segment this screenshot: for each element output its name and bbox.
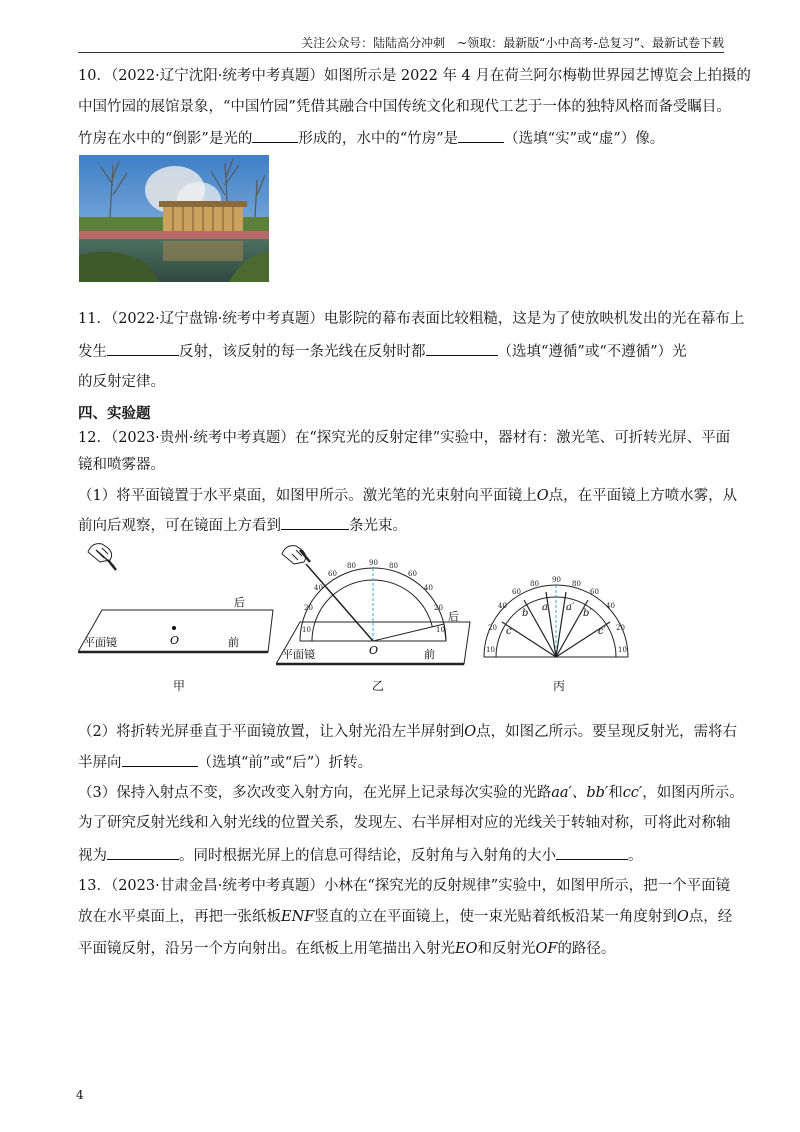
q12-line1: 12．（2023·贵州·统考中考真题）在“探究光的反射定律”实验中，器材有：激光笔、可折转光屏、平面 — [78, 430, 731, 446]
q12-p2-point: O — [464, 724, 477, 740]
q13-point: O — [676, 909, 689, 925]
q12-part1-line1 — [78, 486, 737, 506]
q12-p3-text-a: （3）保持入射点不变，多次改变入射方向，在光屏上记录每次实验的光路 — [78, 785, 552, 801]
protractor-screen — [484, 585, 628, 657]
q12-p2-text-a: （2）将折转光屏垂直于平面镜放置，让入射光沿左半屏射到 — [78, 724, 465, 740]
q10-text-c: （选填“实”或“虚”）像。 — [504, 131, 665, 147]
q12-p3-text-b: ，如图丙所示。 — [642, 785, 744, 801]
svg-text:60: 60 — [408, 570, 417, 578]
section-title: 四、实验题 — [78, 406, 151, 422]
svg-text:80: 80 — [572, 580, 581, 588]
figure-bing — [478, 540, 638, 665]
svg-text:20: 20 — [488, 624, 497, 632]
q12-p3-path-c: cc′ — [622, 785, 643, 801]
q13-board-label: ENF — [281, 909, 315, 925]
q12-part2-line2 — [78, 752, 372, 773]
q13-line2 — [78, 907, 732, 927]
q11-line2 — [78, 341, 687, 362]
svg-text:a′: a′ — [566, 602, 575, 613]
svg-text:c: c — [506, 626, 512, 637]
svg-text:20: 20 — [434, 604, 443, 612]
q12-part3-line2: 为了研究反射光线和入射光线的位置关系，发现左、右半屏相对应的光线关于转轴对称，可将此对称轴 — [78, 815, 731, 831]
mirror-label: 平面镜 — [282, 648, 315, 661]
svg-text:b: b — [522, 608, 529, 619]
q12-p1-point: O — [536, 488, 549, 504]
svg-text:10: 10 — [486, 646, 495, 654]
back-label: 后 — [448, 610, 459, 623]
q12-part3-line3 — [78, 845, 643, 866]
q10-blank-1[interactable] — [252, 128, 298, 143]
q12-p2-text-b: 点，如图乙所示。要呈现反射光，需将右 — [476, 724, 738, 740]
q11-blank-2[interactable] — [426, 341, 498, 356]
incidence-point — [172, 626, 176, 630]
svg-text:90: 90 — [552, 576, 561, 584]
svg-text:10: 10 — [618, 646, 627, 654]
q12-p1-text-d: 条光束。 — [349, 518, 407, 534]
figure-yi-caption: 乙 — [372, 679, 385, 693]
q10-text-b: 形成的，水中的“竹房”是 — [298, 131, 459, 147]
laser-pen-icon — [88, 544, 116, 570]
q10-line1: 10．（2022·辽宁沈阳·统考中考真题）如图所示是 2022 年 4 月在荷兰阿尔梅勒世界园艺博览会上拍摄的 — [78, 68, 751, 84]
svg-text:60: 60 — [512, 588, 521, 596]
figure-yi — [276, 540, 471, 675]
q12-p2-text-c: 半屏向 — [78, 755, 122, 771]
q12-part2-line1 — [78, 722, 737, 742]
front-label: 前 — [228, 636, 239, 649]
q13-text-f: 的路径。 — [557, 941, 616, 957]
q13-text-a: 放在水平桌面上，再把一张纸板 — [78, 909, 281, 925]
page-number: 4 — [76, 1088, 84, 1102]
q10-line2: 中国竹园的展馆景象，“中国竹园”凭借其融合中国传统文化和现代工艺于一体的独特风格而备受瞩目。 — [78, 99, 731, 115]
svg-text:60: 60 — [590, 588, 599, 596]
q12-line2: 镜和喷雾器。 — [78, 457, 165, 473]
page-header: 关注公众号：陆陆高分冲刺 ~领取：最新版“小中高考-总复习”、最新试卷下载 — [78, 36, 724, 53]
svg-text:80: 80 — [389, 562, 398, 570]
q12-p3-paths-ab: aa′、bb′ — [551, 785, 609, 801]
q10-line3 — [78, 128, 664, 149]
q11-text-c: （选填“遵循”或“不遵循”）光 — [497, 344, 687, 360]
q12-p1-text-c: 前向后观察，可在镜面上方看到 — [78, 518, 281, 534]
q12-blank-3[interactable] — [107, 845, 179, 860]
q12-p3-and: 和 — [608, 785, 623, 801]
svg-text:b′: b′ — [583, 608, 592, 619]
q12-p3-text-f: 。 — [628, 848, 643, 864]
q12-p3-text-e: 。同时根据光屏上的信息可得结论，反射角与入射角的大小 — [179, 848, 556, 864]
q12-blank-2[interactable] — [122, 752, 198, 767]
q12-p3-text-d: 视为 — [78, 848, 107, 864]
svg-text:40: 40 — [314, 584, 323, 592]
q12-blank-1[interactable] — [281, 515, 349, 530]
svg-text:90: 90 — [369, 559, 378, 567]
bamboo-pavilion-photo — [79, 155, 269, 282]
q11-blank-1[interactable] — [107, 341, 179, 356]
q12-p2-text-d: （选填“前”或“后”）折转。 — [197, 755, 373, 771]
figure-jia-caption: 甲 — [173, 679, 186, 693]
q12-part3-line1 — [78, 783, 744, 803]
q13-text-b: 竖直的立在平面镜上，使一束光贴着纸板沿某一角度射到 — [314, 909, 677, 925]
svg-text:20: 20 — [616, 624, 625, 632]
q11-line1: 11．（2022·辽宁盘锦·统考中考真题）电影院的幕布表面比较粗糙，这是为了使放映机发出的光在幕布上 — [78, 311, 745, 327]
q13-text-d: 平面镜反射，沿另一个方向射出。在纸板上用笔描出入射光 — [78, 941, 455, 957]
q13-reflected-label: OF — [535, 941, 558, 957]
front-label: 前 — [424, 648, 435, 661]
svg-text:10: 10 — [302, 626, 311, 634]
q13-line1: 13．（2023·甘肃金昌·统考中考真题）小林在“探究光的反射规律”实验中，如图甲所示，把一个平面镜 — [78, 878, 731, 894]
q11-line3: 的反射定律。 — [78, 374, 165, 390]
svg-text:c′: c′ — [598, 626, 606, 637]
laser-pen-icon — [282, 546, 310, 564]
back-label: 后 — [234, 596, 245, 609]
figure-jia — [78, 540, 278, 675]
svg-text:60: 60 — [328, 570, 337, 578]
point-label: O — [369, 644, 379, 657]
svg-text:a: a — [542, 602, 548, 613]
q13-text-c: 点，经 — [688, 909, 733, 925]
svg-text:80: 80 — [530, 580, 539, 588]
q13-line3 — [78, 939, 615, 959]
svg-text:40: 40 — [606, 602, 615, 610]
figure-bing-caption: 丙 — [553, 679, 566, 693]
q11-text-a: 发生 — [78, 344, 107, 360]
mirror-label: 平面镜 — [84, 636, 117, 649]
q11-text-b: 反射，该反射的每一条光线在反射时都 — [179, 344, 426, 360]
q12-blank-4[interactable] — [556, 845, 628, 860]
protractor-screen — [300, 568, 446, 641]
q12-part1-line2 — [78, 515, 407, 536]
q10-blank-2[interactable] — [458, 128, 504, 143]
q12-p1-text-a: （1）将平面镜置于水平桌面，如图甲所示。激光笔的光束射向平面镜上 — [78, 488, 537, 504]
svg-text:10: 10 — [436, 626, 445, 634]
q13-text-e: 和反射光 — [477, 941, 536, 957]
q10-text-a: 竹房在水中的“倒影”是光的 — [78, 131, 253, 147]
svg-text:40: 40 — [498, 602, 507, 610]
point-label: O — [170, 634, 180, 647]
svg-text:80: 80 — [347, 562, 356, 570]
q13-incident-label: EO — [455, 941, 478, 957]
q12-p1-text-b: 点，在平面镜上方喷水雾，从 — [548, 488, 738, 504]
svg-text:40: 40 — [424, 584, 433, 592]
svg-text:20: 20 — [304, 604, 313, 612]
